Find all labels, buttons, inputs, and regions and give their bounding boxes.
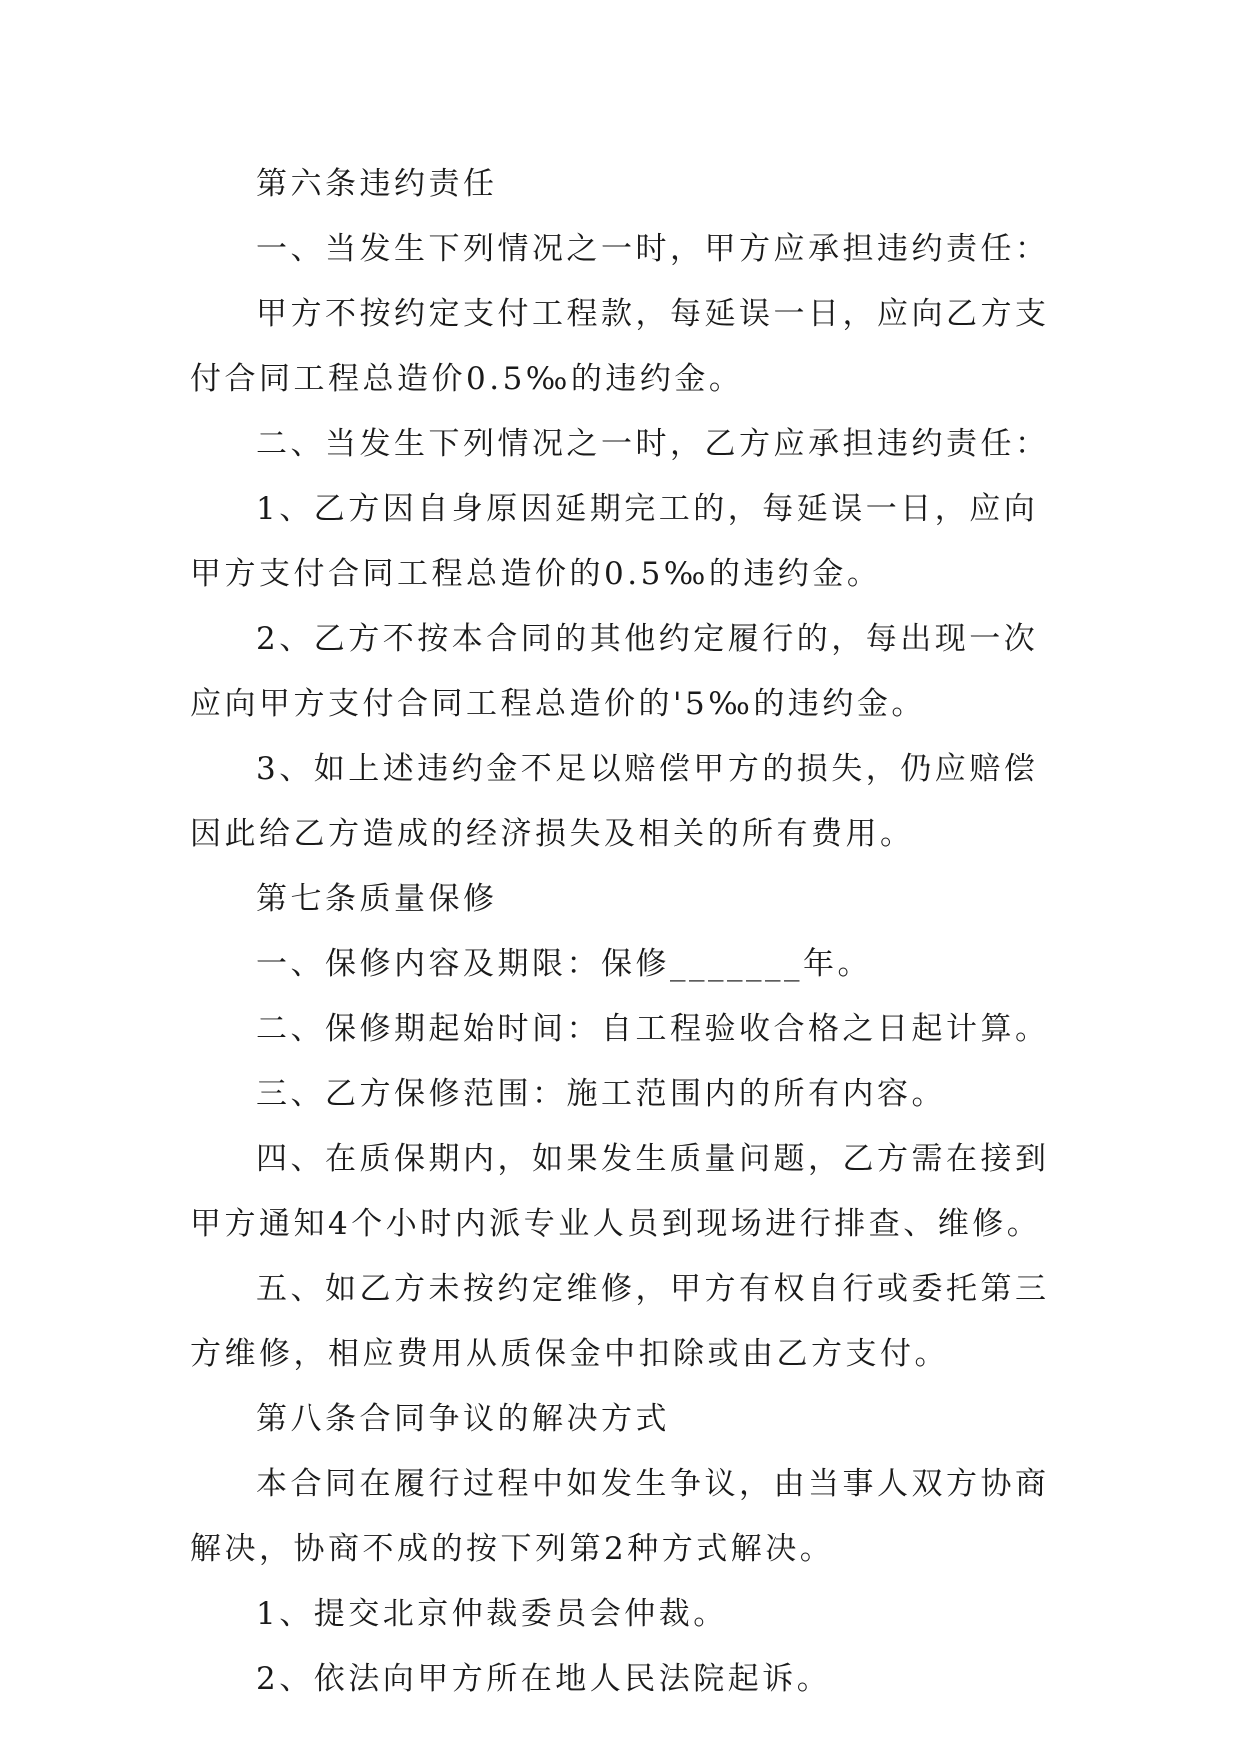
warranty-response-clause: 四、在质保期内，如果发生质量问题，乙方需在接到甲方通知4个小时内派专业人员到现场进行排查、维修。 [190, 1141, 1050, 1242]
party-b-breach-clause: 二、当发生下列情况之一时，乙方应承担违约责任： [256, 426, 1050, 462]
dispute-resolution-clause: 本合同在履行过程中如发生争议，由当事人双方协商解决，协商不成的按下列第2种方式解决。 [190, 1466, 1050, 1567]
warranty-scope-clause: 三、乙方保修范围：施工范围内的所有内容。 [256, 1076, 946, 1112]
warranty-start-clause: 二、保修期起始时间：自工程验收合格之日起计算。 [256, 1011, 1050, 1047]
party-a-late-payment-clause: 甲方不按约定支付工程款，每延误一日，应向乙方支付合同工程总造价0.5‰的违约金。 [190, 296, 1050, 397]
party-b-other-breach-clause: 2、乙方不按本合同的其他约定履行的，每出现一次应向甲方支付合同工程总造价的'5‰的违约金。 [190, 621, 1039, 722]
warranty-period-clause: 一、保修内容及期限：保修_______年。 [256, 946, 872, 982]
warranty-default-clause: 五、如乙方未按约定维修，甲方有权自行或委托第三方维修，相应费用从质保金中扣除或由乙方支付。 [190, 1271, 1050, 1372]
party-a-breach-clause: 一、当发生下列情况之一时，甲方应承担违约责任： [256, 231, 1050, 267]
arbitration-option: 1、提交北京仲裁委员会仲裁。 [256, 1596, 728, 1632]
document-page [190, 152, 1052, 1712]
party-b-delay-clause: 1、乙方因自身原因延期完工的，每延误一日，应向甲方支付合同工程总造价的0.5‰的违约金。 [190, 491, 1039, 592]
article-7-heading: 第七条质量保修 [256, 881, 498, 917]
article-6-heading: 第六条违约责任 [256, 166, 498, 202]
damages-clause: 3、如上述违约金不足以赔偿甲方的损失，仍应赔偿因此给乙方造成的经济损失及相关的所有费用。 [190, 751, 1039, 852]
litigation-option: 2、依法向甲方所在地人民法院起诉。 [256, 1661, 832, 1697]
article-8-heading: 第八条合同争议的解决方式 [256, 1401, 670, 1437]
